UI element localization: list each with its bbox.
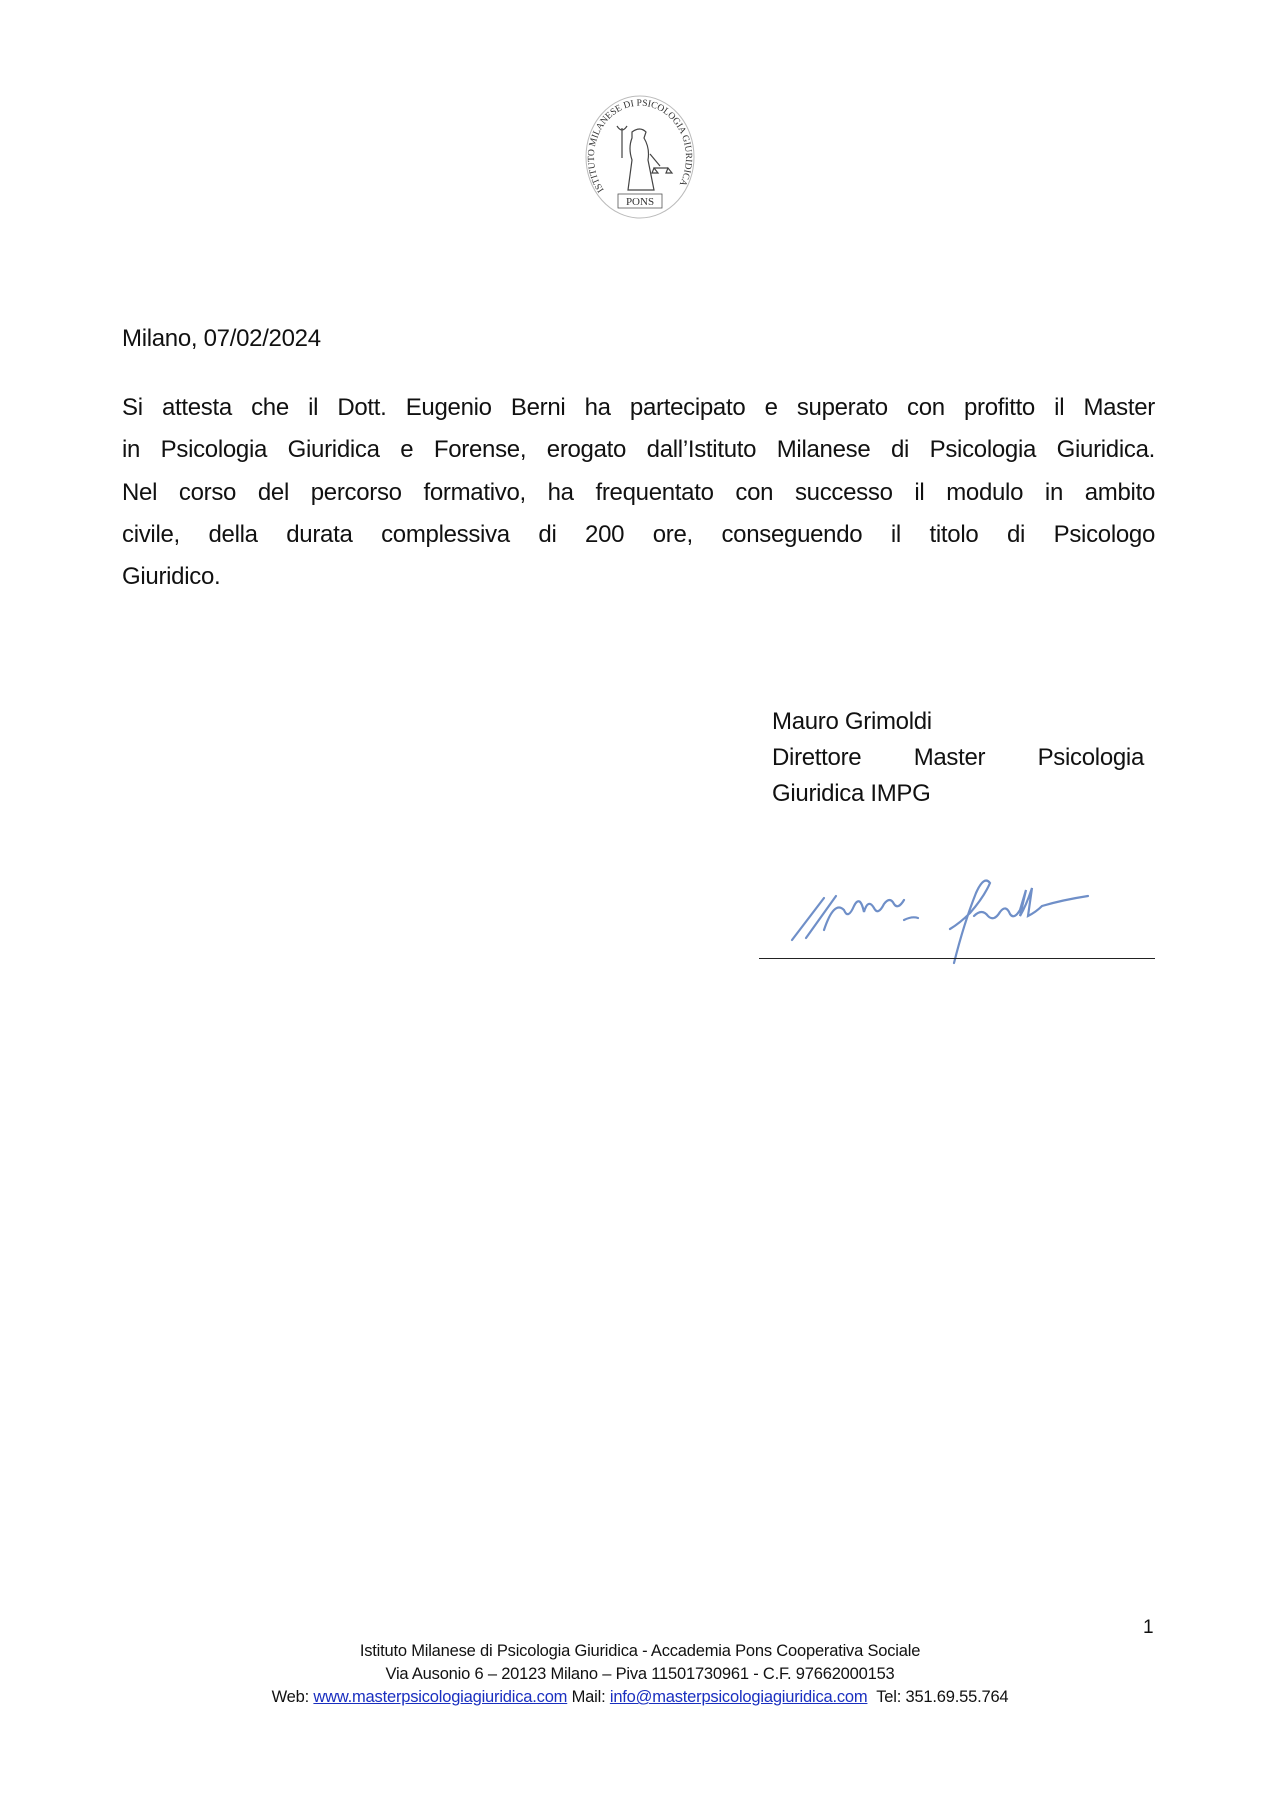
attestation-paragraph (122, 392, 1155, 603)
letter-date: Milano, 07/02/2024 (122, 325, 321, 352)
signature-line (759, 958, 1155, 959)
mail-label: Mail: (571, 1688, 606, 1706)
page-number: 1 (1143, 1617, 1154, 1638)
email-link[interactable]: info@masterpsicologiagiuridica.com (609, 1688, 868, 1706)
paragraph-line: Giuridico. (122, 563, 221, 591)
institute-seal-logo (584, 94, 696, 220)
svg-text:PONS: PONS (625, 196, 655, 208)
footer (0, 1640, 1280, 1709)
paragraph-line: in Psicologia Giuridica e Forense, erogato dall’Istituto Milanese di Psicologia Giuridica. (122, 436, 1155, 464)
svg-text:ISTITUTO MILANESE DI PSICOLOGI: ISTITUTO MILANESE DI PSICOLOGIA GIURIDICA (586, 98, 694, 194)
footer-address: Via Ausonio 6 – 20123 Milano – Piva 11501730961 - C.F. 97662000153 (385, 1665, 895, 1683)
signatory-title: Direttore Master Psicologia (772, 744, 1144, 771)
footer-contacts (0, 1686, 1280, 1709)
paragraph-line: Nel corso del percorso formativo, ha frequentato con successo il modulo in ambito (122, 478, 1155, 506)
paragraph-line: Si attesta che il Dott. Eugenio Berni ha partecipato e superato con profitto il Master (122, 394, 1155, 421)
footer-institute: Istituto Milanese di Psicologia Giuridica - Accademia Pons Cooperativa Sociale (359, 1642, 921, 1660)
website-link[interactable]: www.masterpsicologiagiuridica.com (313, 1688, 568, 1706)
signatory-title-cont: Giuridica IMPG (772, 780, 931, 807)
handwritten-signature (784, 868, 1124, 966)
signatory-block (772, 706, 1144, 814)
paragraph-line: civile, della durata complessiva di 200 ore, conseguendo il titolo di Psicologo (122, 520, 1155, 548)
web-label: Web: (271, 1688, 309, 1706)
telephone: Tel: 351.69.55.764 (876, 1688, 1009, 1706)
signatory-name: Mauro Grimoldi (772, 708, 932, 735)
